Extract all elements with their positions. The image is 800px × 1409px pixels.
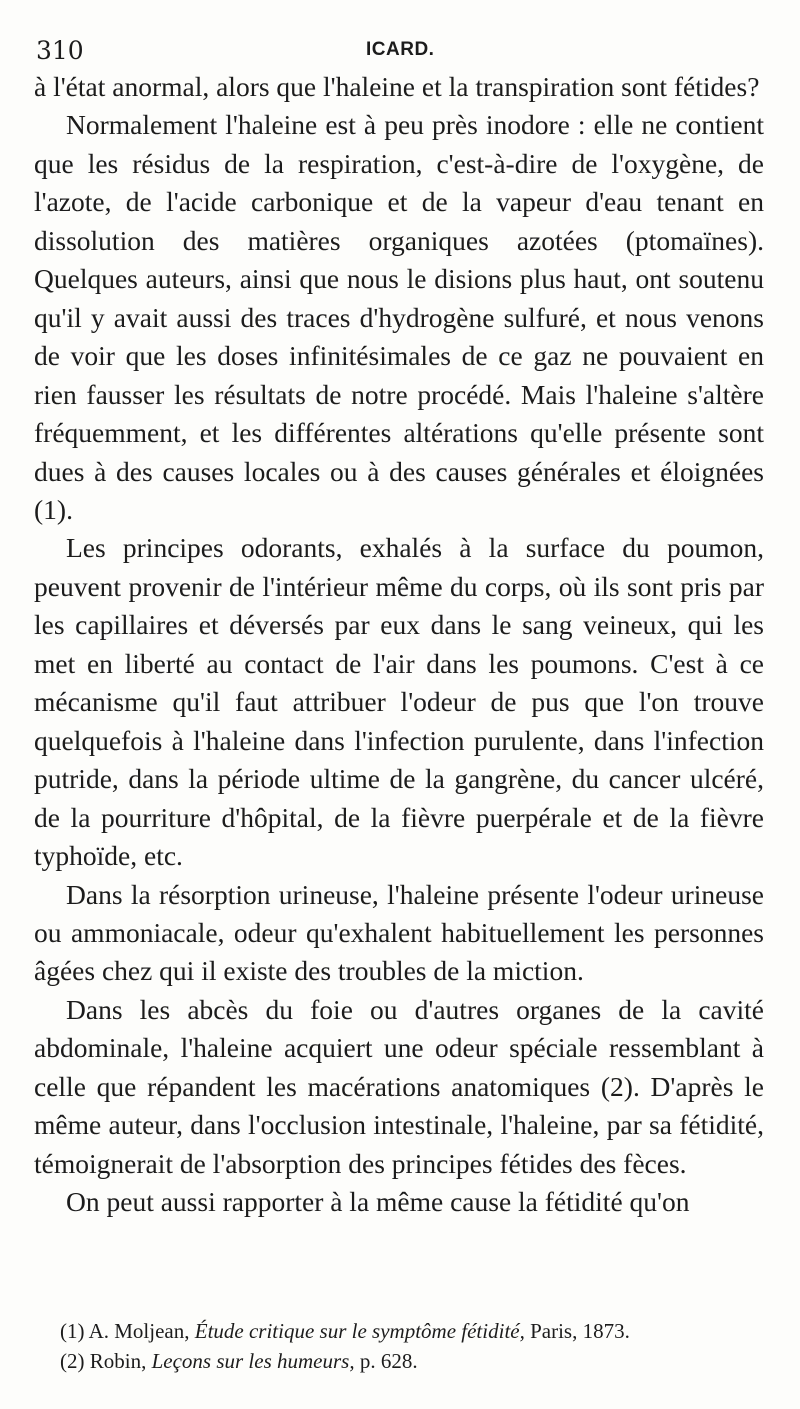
- body-text: [34, 68, 764, 1222]
- footnote-1: [60, 1316, 770, 1346]
- footnote-marker: (1): [60, 1319, 85, 1343]
- footnote-title: Étude critique sur le symptôme fétidité,: [194, 1319, 525, 1343]
- footnote-author: Robin,: [89, 1349, 147, 1373]
- footnote-publication: Paris, 1873.: [530, 1319, 630, 1343]
- running-title: ICARD.: [366, 39, 435, 60]
- paragraph-continuation: à l'état anormal, alors que l'haleine et la transpiration sont fétides?: [34, 71, 760, 102]
- footnotes: [60, 1316, 770, 1376]
- running-head: [36, 36, 760, 68]
- paragraph-liver-abscess: Dans les abcès du foie ou d'autres organes de la cavité abdominale, l'haleine acquiert une odeur spéciale ressemblant à celle que répandent les macérations anatomiques (2). D'après le même auteur, dans l'occlusion intestinale, l'haleine, par sa fétidité, témoignerait de l'absorption des principes fétides des fèces.: [34, 993, 764, 1179]
- footnote-publication: p. 628.: [359, 1349, 418, 1373]
- paragraph-odorous-principles: Les principes odorants, exhalés à la surface du poumon, peuvent provenir de l'intérieur même du corps, où ils sont pris par les capillaires et déversés par eux dans le sang veineux, qui les met en liberté au contact de l'air dans les poumons. C'est à ce mécanisme qu'il faut attribuer l'odeur de pus que l'on trouve quelquefois à l'haleine dans l'infection purulente, dans l'infection putride, dans la période ultime de la gangrène, du cancer ulcéré, de la pourriture d'hôpital, de la fièvre puerpérale et de la fièvre typhoïde, etc.: [34, 532, 764, 872]
- footnote-marker: (2): [60, 1349, 85, 1373]
- paragraph-same-cause: On peut aussi rapporter à la même cause la fétidité qu'on: [66, 1186, 690, 1218]
- footnote-title: Leçons sur les humeurs,: [151, 1349, 355, 1373]
- footnote-author: A. Moljean,: [88, 1319, 190, 1343]
- paragraph-normal-breath: Normalement l'haleine est à peu près inodore : elle ne contient que les résidus de la respiration, c'est-à-dire de l'oxygène, de l'azote, de l'acide carbonique et de la vapeur d'eau tenant en dissolution des matières organiques azotées (ptomaïnes). Quelques auteurs, ainsi que nous le disions plus haut, ont soutenu qu'il y avait aussi des traces d'hydrogène sulfuré, et nous venons de voir que les doses infinitésimales de ce gaz ne pouvaient en rien fausser les résultats de notre procédé. Mais l'haleine s'altère fréquemment, et les différentes altérations qu'elle présente sont dues à des causes locales ou à des causes générales et éloignées (1).: [34, 109, 764, 525]
- footnote-2: [60, 1346, 770, 1376]
- paragraph-urinary-resorption: Dans la résorption urineuse, l'haleine présente l'odeur urineuse ou ammoniacale, odeur qu'exhalent habituellement les personnes âgées chez qui il existe des troubles de la miction.: [34, 878, 764, 987]
- page-number: 310: [36, 36, 84, 65]
